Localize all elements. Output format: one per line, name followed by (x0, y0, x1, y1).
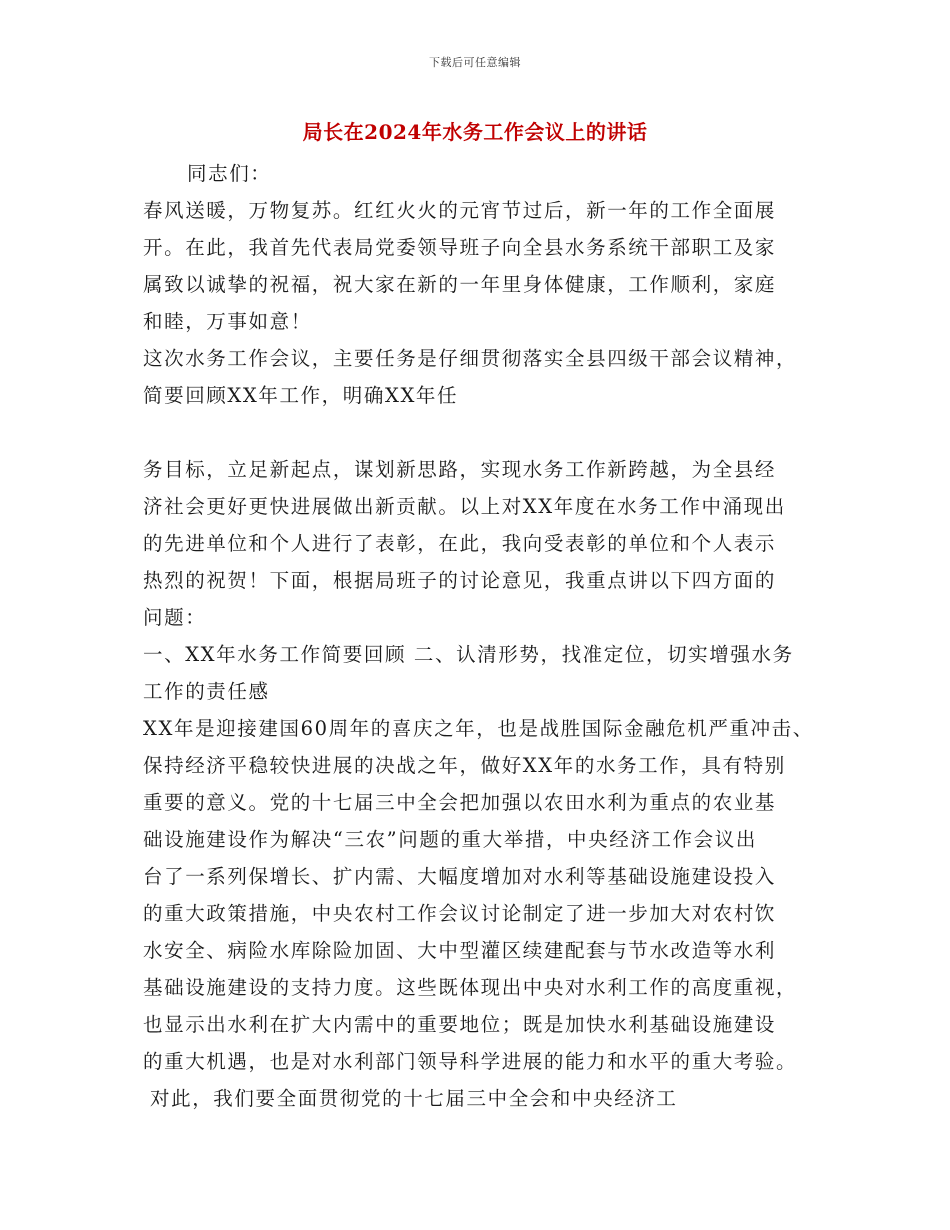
body-line: 热烈的祝贺！下面，根据局班子的讨论意见，我重点讲以下四方面的 (143, 569, 777, 592)
body-line: 和睦，万事如意！ (143, 310, 312, 333)
body-line: 春风送暖，万物复苏。红红火火的元宵节过后，新一年的工作全面展 (143, 199, 777, 222)
body-line: XX年是迎接建国60周年的喜庆之年，也是战胜国际金融危机严重冲击、 (143, 717, 814, 740)
body-line: 础设施建设作为解决“三农”问题的重大举措，中央经济工作会议出 (143, 828, 757, 851)
body-line: 对此，我们要全面贯彻党的十七届三中全会和中央经济工 (150, 1087, 678, 1110)
body-line: 问题： (143, 606, 207, 629)
body-line: 属致以诚挚的祝福，祝大家在新的一年里身体健康，工作顺利，家庭 (143, 273, 777, 296)
body-line: 这次水务工作会议，主要任务是仔细贯彻落实全县四级干部会议精神， (143, 347, 798, 370)
body-line: 济社会更好更快进展做出新贡献。以上对XX年度在水务工作中涌现出 (143, 495, 786, 518)
body-line: 也显示出水利在扩大内需中的重要地位；既是加快水利基础设施建设 (143, 1013, 777, 1036)
body-line: 重要的意义。党的十七届三中全会把加强以农田水利为重点的农业基 (143, 791, 777, 814)
body-line: 务目标，立足新起点，谋划新思路，实现水务工作新跨越，为全县经 (143, 458, 777, 481)
greeting-line: 同志们： (187, 162, 272, 185)
body-line: 水安全、病险水库除险加固、大中型灌区续建配套与节水改造等水利 (143, 939, 777, 962)
body-line: 的先进单位和个人进行了表彰，在此，我向受表彰的单位和个人表示 (143, 532, 777, 555)
section-heading-line: 工作的责任感 (143, 680, 270, 703)
section-heading-line: 一、XX年水务工作简要回顾 二、认清形势，找准定位，切实增强水务 (143, 643, 794, 666)
body-line: 台了一系列保增长、扩内需、大幅度增加对水利等基础设施建设投入 (143, 865, 777, 888)
document-title: 局长在2024年水务工作会议上的讲话 (302, 120, 648, 144)
body-line: 的重大政策措施，中央农村工作会议讨论制定了进一步加大对农村饮 (143, 902, 777, 925)
body-line: 简要回顾XX年工作，明确XX年任 (143, 384, 459, 407)
header-note: 下载后可任意编辑 (429, 56, 521, 69)
body-line: 开。在此，我首先代表局党委领导班子向全县水务系统干部职工及家 (143, 236, 777, 259)
body-line: 保持经济平稳较快进展的决战之年，做好XX年的水务工作，具有特别 (143, 754, 786, 777)
body-line: 的重大机遇，也是对水利部门领导科学进展的能力和水平的重大考验。 (143, 1050, 798, 1073)
body-line: 基础设施建设的支持力度。这些既体现出中央对水利工作的高度重视， (143, 976, 798, 999)
